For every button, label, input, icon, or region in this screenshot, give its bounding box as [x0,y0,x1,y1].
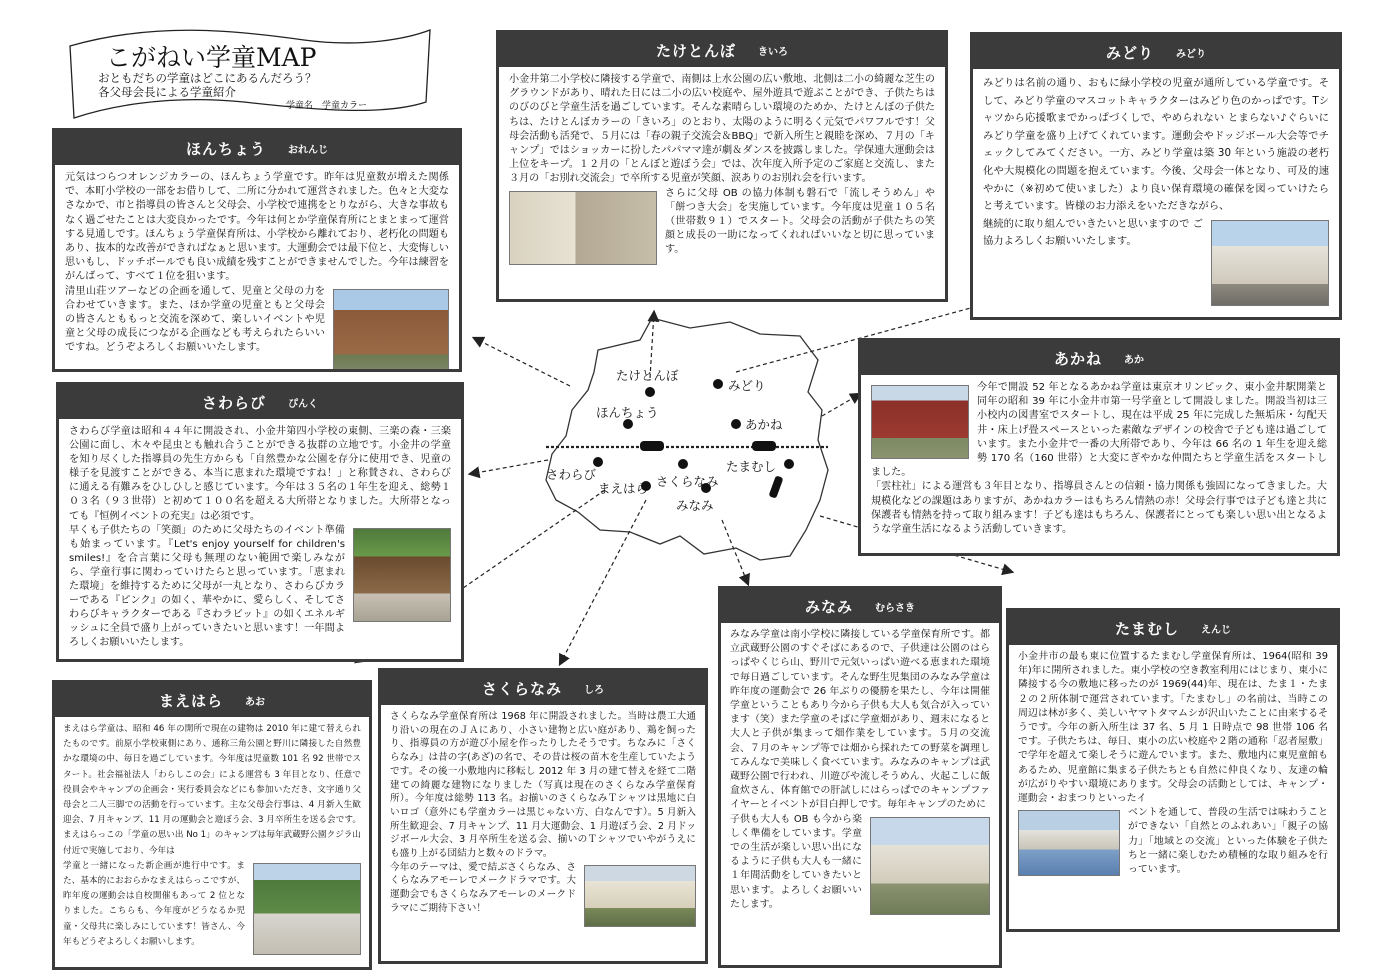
gakudo-color: ぴんく [288,398,318,410]
gakudo-name: たけとんぼ [655,41,736,60]
station-marker [640,441,664,451]
panel-text: 今年で開設 52 年となるあかね学童は東京オリンピック、東小金井駅開業と同年の昭和 39 年に小金井市第一号学童として開設しました。開設当初は三小校内の図書室でスタートし、現在は平成 25 年に完成した無垢床・勾配天井・床上げ畳スペースといった素敵なデザインの校舎で子ども達は過ごしています。また小金井で一番の大所帯であり、今年は 66 名の 1 年生を迎え総勢 170 名（160 世帯）と大変にぎやかな仲間たちと学童生活をスタートしました。 [871,382,1327,479]
location-dot [713,379,723,389]
gakudo-name: ほんちょう [185,139,266,158]
panel-text: 小金井第二小学校に隣接する学童で、南側は上水公園の広い敷地、北側は二小の綺麗な芝生のグラウンドがあり、晴れた日には二小の広い校庭や、屋外遊具で遊ぶことができ、子供たちはのびのびと学童生活を過ごしています。そんな素晴らしい環境のためか、たけとんぼの子供たちは、たけとんぼカラーの「きいろ」のとおり、太陽のように明るく元気でパワフルです！父母会活動も活発で、５月には「春の親子交流会＆BBQ」で新入所生と親睦を深め、７月の「キャンプ」ではショッカーに扮したパパママ達が劇＆ダンスを披露しました。学保連大運動会は上位をキープ。１２月の「とんぼと遊ぼう会」では、次年度入所予定のご家庭と交流し、また３月の「お別れ交流会」で卒所する児童が笑顔、涙ありのお別れ会を行います。 [509,74,935,185]
panel-header [381,671,705,705]
map-label-honcho: ほんちょう [596,405,659,420]
panel-text: 学童と一緒になった新企画が進行中です。また、基本的におおらかなまえはらっこですが、昨年度の運動会は自校開催もあって 2 位となりました。こちらも、今年度がどうなるか児童・父母共に楽しみにしています！皆さん、今年もどうぞよろしくお願いします。 [63,860,245,947]
map-label-tamamushi: たまむし [726,459,777,474]
station-marker [768,475,783,498]
panel-header [721,589,999,623]
gakudo-color: あか [1124,354,1144,366]
map-label-sakuranami: さくらなみ [656,474,719,489]
map-label-midori: みどり [728,378,766,393]
panel-text: みなみ学童は南小学校に隣接している学童保育所です。都立武蔵野公園のすぐそばにあるので、子供達は公園のはらっぱやくじら山、野川で元気いっぱい遊べる恵まれた環境で毎日過ごしています。そんな野生児集団のみなみ学童は昨年度の運動会で 26 年ぶりの優勝を果たし、今年は開催学童ということもあり今から子供も大人も気合が入っています（笑）また学童のそばに学童畑があり、週末になると大人と子供が集まって畑作業をしています。５月の交流会、７月のキャンプ等では畑から採れたての野菜を調理してみんなで美味しく食べています。みなみのキャンプは武蔵野公園で行われ、川遊びや流しそうめん、火起こしに飯盒炊さん、体育館での肝試しにはらっぱでのキャンプファイヤーとイベントが目白押しです。毎年キャンプのために [730,629,990,811]
panel-minami [718,586,1002,968]
panel-text: まえはら学童は、昭和 46 年の開所で現在の建物は 2010 年に建て替えられたものです。前原小学校東側にあり、通称三角公園と野川に隣接した自然豊かな環境の中、毎日を過ごしています。今年度は児童数 101 名 92 世帯でスタート。社会福祉法人「わらしこの会」による運営も 3 年目となり、任意で役員会やキャンプの企画会・実行委員会などにも参加いただき、文字通り父母会と二人三脚での活動を行っています。主な父母会行事は、4 月新入生歓迎会、7 月キャンプ、11 月の運動会と遊ぼう会、3 月卒所生を送る会です。まえはらっこの「学童の思い出 No 1」のキャンプは毎年武蔵野公園クジラ山付近で実施しており、今年は [63,724,361,856]
map-label-minami: みなみ [676,498,714,513]
panel-sawarabi [56,382,464,662]
map-label-maehara: まえはら [598,481,649,496]
panel-text: 早くも子供たちの「笑顔」のために父母たちのイベント準備も始まっています。『Let's enjoy yourself for children's smiles!』を合言葉に父母も無理のない範囲で楽しみながら、学童行事に関わっていけたらと思っています。「恵まれた環境」を維持するために父母が一丸となり、さわらびカラーである『ピンク』の如く、華やかに、愛らしく、そしてさわらびキャラクターである『さわラビット』の如くエネルギッシュに全員で盛り上がっていきたいと思います！一年間よろしくお願いいたします。 [69,524,345,649]
station-marker [752,441,776,451]
panel-akane [858,338,1340,556]
building-photo [871,385,969,459]
panel-text: みどりは名前の通り、おもに緑小学校の児童が通所している学童です。そして、みどり学童のマスコットキャラクターはみどり色のかっぱです。Tシャツから応援歌までかっぱづくしで、やめられない とまらない♪ぐらいにみどり学童を盛り上げてくれています。運動会やドッジボール大会等でチェックしてみてください。一方、みどり学童は築 30 年という施設の老朽化や大規模化の問題を抱えています。今後、父母会一体となり、可及的速やかに（※初めて使いました）より良い保育環境の確保を図っていけたらと考えています。皆様のお力添えをいただきながら、 [983,77,1329,213]
location-dot [731,419,741,429]
building-photo [1211,220,1329,306]
legend-key: 学童名 学童カラー [286,101,368,111]
map-label-sawarabi: さわらび [546,467,597,482]
panel-header [499,33,945,67]
building-photo [333,289,449,372]
building-photo [253,863,361,955]
gakudo-color: しろ [584,684,604,696]
gakudo-name: あかね [1053,349,1102,368]
gakudo-color: きいろ [758,46,788,58]
panel-text: ベントを通して、普段の生活では味わうことができない「自然とのふれあい」「親子の協力」「地域との交流」といった体験を子供たちと一緒に楽しむため積極的な取り組みを行っています。 [1128,807,1328,876]
gakudo-name: たまむし [1114,619,1179,638]
panel-sakuranami [378,668,708,964]
panel-maehara [52,680,372,970]
panel-text: 「雲柱社」による運営も３年目となり、指導員さんとの信頼・協力関係も強固になってきました。大規模化などの課題はありますが、あかねカラーはもちろん情熱の赤！父母会行事では子ども達と共に保護者も情熱を持って取り組みます！子ども達はもちろん、保護者にとっても楽しい思い出となるような学童生活になるよう活動していきます。 [871,481,1327,536]
panel-text: さくらなみ学童保育所は 1968 年に開設されました。当時は農工大通り沿いの現在のＪＡにあり、小さい建物と広い庭があり、鶏を飼ったり、指導員の方が遊び小屋を作ったりしたそうです。ちなみに「さくらなみ」は昔の字(あざ)の名で、その昔は桜の苗木を生産していたようです。その後一小敷地内に移転し 2012 年 3 月の建て替えを経て二階建ての綺麗な建物になりました（写真は現在のさくらなみ学童保育所）。今年度は総勢 113 名。お揃いのさくらなみＴシャツは黒地に白いロゴ（意外にも学童カラーは黒じゃない方、白なんです）。5 月新入所生歓迎会、7 月キャンプ、11 月大運動会、1 月遊ぼう会、2 月ドッジボール大会、3 月卒所生を送る会、揃いのＴシャツでいやがうえにも盛り上がる団結力と数々のドラマ。 [390,711,696,860]
panel-header [55,683,369,717]
panel-header [861,341,1337,375]
panel-honcho [52,128,462,372]
panel-text: 清里山荘ツアーなどの企画を通して、児童と父母の力を合わせていきます。また、ほか学童の児童ともと父母会の皆さんとももっと交流を深めて、楽しいイベントや児童と父母の成長につながる企画なども考えられたらいいですね。どうぞよろしくお願いいたします。 [65,285,325,354]
gakudo-name: さわらび [201,393,266,412]
panel-text: 今年のテーマは、愛で結ぶさくらなみ、さくらなみアモーレでメークドラマです。大運動会でもさくらなみアモーレのメークドラマにご期待下さい！ [390,861,576,914]
city-outline [546,318,828,560]
building-photo [353,528,451,622]
page-title: こがねい学童MAP [106,43,317,72]
panel-text: 子供も大人も OB も今から楽しく準備をしています。学童での生活が楽しい思い出になるように子供も大人も一緒に１年間活動をしていきたいと思います。よろしくお願いいたします。 [730,813,862,910]
gakudo-color: むらさき [875,602,915,614]
gakudo-name: さくらなみ [481,679,562,698]
panel-header [59,385,461,419]
gakudo-name: みなみ [804,597,853,616]
building-photo [584,865,696,927]
panel-text: さわらび学童は昭和４４年に開設され、小金井第四小学校の東側、三楽の森・三楽公園に面し、木々や昆虫とも触れ合うことができる抜群の立地です。小金井の学童を知り尽くした指導員の先生方からも「自然豊かな公園を存分に使用でき、児童の様子を見渡すことができる、本当に恵まれた環境ですね！」と称賛され、さわらびに通える有難みをひしひしと感じています。今年は３５名の１年生を迎え、総勢１０３名（９３世帯）と初めて１００名を超える大所帯となりました。大所帯となっても『恒例イベントの充実』は必須です。 [69,426,451,522]
building-photo [509,191,657,265]
page-subtitle-2: 各父母会長による学童紹介 [98,85,236,99]
panel-text: 小金井市の最も東に位置するたまむし学童保育所は、1964(昭和 39 年)年に開所されました。東小学校の空き教室利用にはじまり、東小に隣接する今の敷地に移ったのが 1969(44)年、現在は、たま１・たま２の２所体制で運営されています。「たまむし」の名前は、当時この周辺は林が多く、美しいヤマトタマムシが沢山いたことに由来するそうです。今年の新入所生は 37 名、5 月 1 日時点で 98 世帯 106 名です。子供たちは、毎日、東小の広い校庭や２階の通称「忍者屋敷」で学年を超えて楽しそうに遊んでいます。また、敷地内に東児童館もあるため、児童館に集まる子供たちとも自然に仲良くなり、友達の輪が広がりやすい環境にあります。父母会の活動としては、キャンプ・運動会・おまつりといったイ [1018,651,1328,805]
panel-tamamushi [1006,608,1340,932]
gakudo-name: まえはら [158,691,223,710]
panel-header [973,35,1339,69]
location-dot [784,459,794,469]
building-photo [870,817,990,915]
gakudo-color: みどり [1176,48,1206,60]
panel-midori [970,32,1342,320]
gakudo-color: おれんじ [288,144,328,156]
panel-text: 元気はつらつオレンジカラーの、ほんちょう学童です。昨年は児童数が増えた関係で、本町小学校の一部をお借りして、二所に分かれて運営されました。色々と大変なさなかで、市と指導員の皆さんと父母会、小学校で連携をとりながら、大きな事故もなく過ごせたことは大変良かったです。今年は何とか学童保育所にとまとまって運営する見通しです。ほんちょう学童保育所は、小学校から離れており、老朽化の問題もあり、抜本的な改善ができればなぁと思います。大運動会では最下位と、大変悔しい思いもし、ドッチボールでも良い成績を残すことができませんでした。今年は練習をがんばって、すべて１位を狙います。 [65,172,449,283]
gakudo-name: みどり [1105,43,1154,62]
map-label-taketonbo: たけとんぼ [616,368,679,383]
panel-header [55,131,459,165]
location-dot [645,387,655,397]
gakudo-color: えんじ [1201,624,1231,636]
gakudo-color: あお [245,696,265,708]
panel-header [1009,611,1337,645]
location-dot [678,459,688,469]
panel-taketonbo [496,30,948,302]
building-photo [1018,810,1120,876]
map-label-akane: あかね [745,417,783,432]
page-subtitle: おともだちの学童はどこにあるんだろう？ [98,71,317,85]
panel-text: さらに父母 OB の協力体制も磐石で「流しそうめん」や「餅つき大会」を実施しています。今年度は児童１０５名（世帯数９１）でスタート。父母会の活動が子供たちの笑顔と成長の一助になってくれればいいなと切に思っています。 [665,187,935,256]
panel-text: 継続的に取り組んでいきたいと思いますので ご協力よろしくお願いいたします。 [983,217,1203,248]
